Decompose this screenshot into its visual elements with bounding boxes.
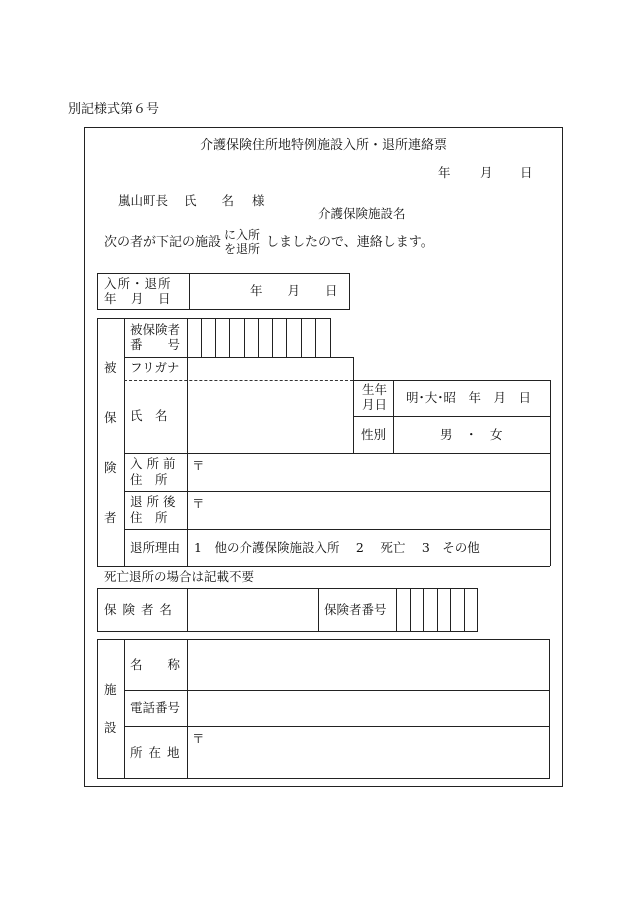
insured-number-label-top: 被保険者: [130, 322, 181, 337]
facility-name-label: 介護保険施設名: [318, 206, 406, 221]
entry-exit-label-bottom: 年 月 日: [104, 291, 172, 306]
facility-postal[interactable]: 〒: [192, 731, 205, 746]
furigana-divider: [124, 380, 353, 381]
notice-option-leave: を退所: [224, 242, 261, 256]
prev-address-label-top: 入所前: [130, 456, 180, 471]
form-number: 別記様式第６号: [68, 102, 160, 117]
sex-value[interactable]: 男 ・ 女: [440, 427, 503, 442]
date-year: 年: [438, 165, 451, 180]
facility-name-row-label: 名 称: [130, 657, 181, 672]
post-address-label-bottom: 住 所: [130, 510, 168, 525]
insured-side-4: 者: [104, 510, 117, 525]
insurer-name-label: 保 険 者 名: [104, 602, 173, 617]
name-label: 氏 名: [130, 408, 168, 423]
notice-prefix: 次の者が下記の施設: [104, 235, 222, 250]
furigana-label: フリガナ: [130, 360, 180, 375]
prev-address-postal[interactable]: 〒: [192, 458, 205, 473]
date-day: 日: [520, 165, 533, 180]
notice-suffix: しましたので、連絡します。: [266, 235, 434, 250]
addressee-name-label: 氏 名: [184, 193, 235, 208]
post-address-label-top: 退所後: [130, 494, 180, 509]
sex-label: 性別: [361, 427, 387, 442]
death-note: 死亡退所の場合は記載不要: [104, 569, 255, 584]
insured-side-1: 被: [104, 360, 117, 375]
insured-side-2: 保: [104, 410, 117, 425]
reason-label: 退所理由: [130, 540, 181, 555]
insured-number-label-bottom: 番 号: [130, 337, 181, 352]
facility-side-2: 設: [104, 720, 117, 735]
insurer-number-label: 保険者番号: [324, 602, 387, 617]
birth-label-bottom: 月日: [362, 397, 388, 412]
prev-address-label-bottom: 住 所: [130, 472, 168, 487]
reason-options[interactable]: 1 他の介護保険施設入所 2 死亡 3 その他: [194, 540, 480, 555]
insured-side-3: 険: [104, 460, 117, 475]
post-address-postal[interactable]: 〒: [192, 496, 205, 511]
notice-option-enter: に入所: [224, 228, 261, 242]
entry-exit-label-top: 入所・退所: [104, 276, 172, 291]
facility-side-1: 施: [104, 682, 117, 697]
addressee-town: 嵐山町長: [118, 193, 169, 208]
addressee-honorific: 様: [252, 193, 265, 208]
entry-exit-date-value[interactable]: 年 月 日: [250, 283, 338, 298]
date-month: 月: [480, 165, 493, 180]
birth-label-top: 生年: [362, 382, 388, 397]
form-title: 介護保険住所地特例施設入所・退所連絡票: [200, 138, 448, 153]
birth-value[interactable]: 明･大･昭 年 月 日: [406, 390, 532, 405]
facility-phone-label: 電話番号: [130, 700, 181, 715]
facility-location-label: 所 在 地: [130, 745, 181, 760]
